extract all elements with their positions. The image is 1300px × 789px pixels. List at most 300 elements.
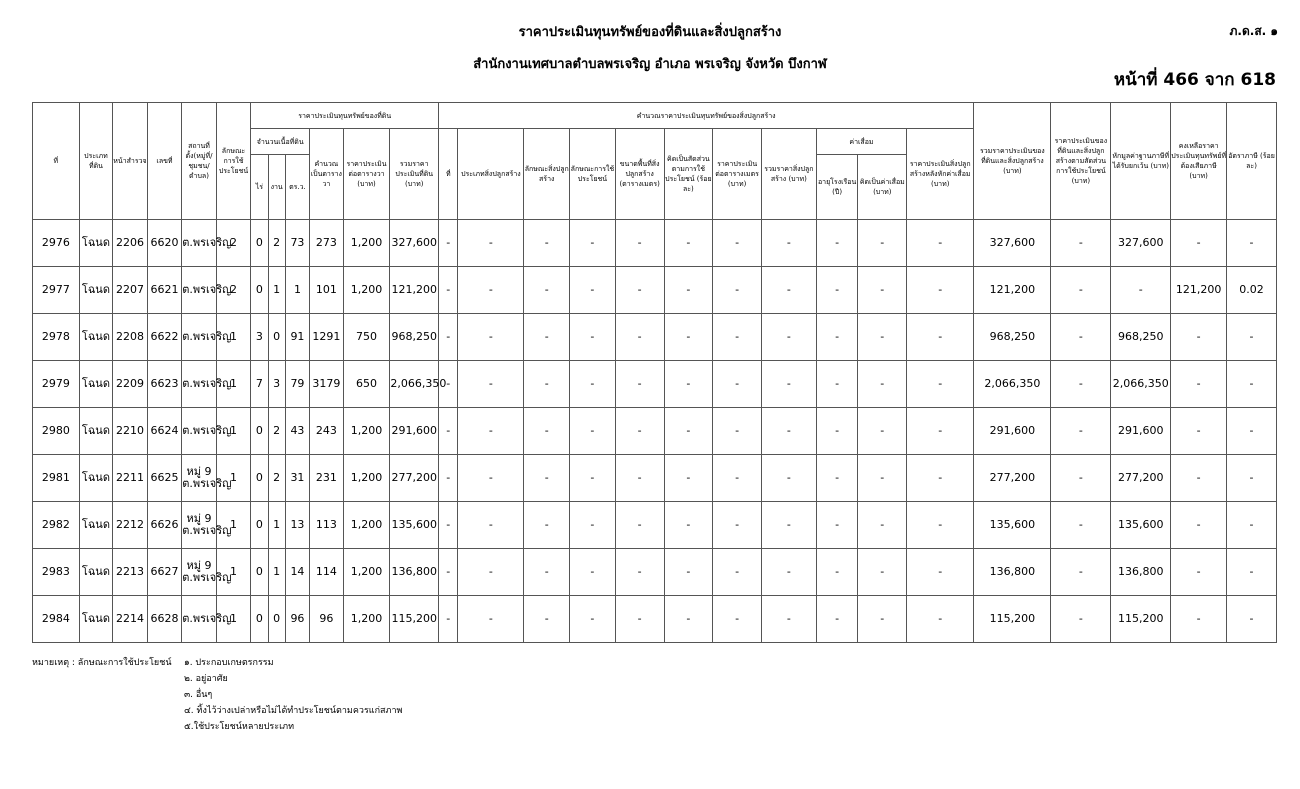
cell-by-usage-ratio: -	[1051, 314, 1111, 361]
cell-bldg-kind: -	[524, 267, 570, 314]
cell-grand-total: 277,200	[974, 455, 1051, 502]
cell-calc-sqwa: 231	[310, 455, 344, 502]
cell-usage: 2	[216, 220, 251, 267]
cell-bldg-price-per-sqm: -	[713, 361, 762, 408]
cell-doc-type: โฉนด	[79, 267, 113, 314]
cell-no: 2977	[33, 267, 80, 314]
col-bldg-total: รวมราคาสิ่งปลูกสร้าง (บาท)	[761, 129, 816, 220]
cell-bldg-total: -	[761, 455, 816, 502]
cell-no: 2978	[33, 314, 80, 361]
cell-deduction: 2,066,350	[1111, 361, 1171, 408]
cell-no: 2976	[33, 220, 80, 267]
cell-taxable: -	[1171, 596, 1227, 643]
cell-tax-rate: -	[1227, 314, 1277, 361]
table-row	[33, 408, 1277, 455]
cell-sqwa: 13	[285, 502, 309, 549]
col-survey-page: หน้าสำรวจ	[113, 103, 148, 220]
cell-bldg-after-depr: -	[907, 361, 974, 408]
cell-doc-number: 6622	[147, 314, 182, 361]
cell-bldg-ratio: -	[664, 455, 713, 502]
col-tax-rate: อัตราภาษี (ร้อยละ)	[1227, 103, 1277, 220]
cell-land-total: 136,800	[390, 549, 439, 596]
cell-bldg-usage: -	[570, 220, 616, 267]
cell-doc-type: โฉนด	[79, 455, 113, 502]
table-row	[33, 455, 1277, 502]
cell-bldg-type: -	[458, 596, 524, 643]
cell-bldg-ratio: -	[664, 408, 713, 455]
cell-bldg-usage: -	[570, 455, 616, 502]
cell-grand-total: 135,600	[974, 502, 1051, 549]
col-bldg-after-depr: ราคาประเมินสิ่งปลูกสร้างหลังหักค่าเสื่อม (บาท)	[907, 129, 974, 220]
cell-land-total: 121,200	[390, 267, 439, 314]
cell-depr-value: -	[858, 220, 907, 267]
cell-bldg-price-per-sqm: -	[713, 455, 762, 502]
cell-survey-page: 2207	[113, 267, 148, 314]
cell-deduction: 277,200	[1111, 455, 1171, 502]
cell-bldg-ratio: -	[664, 549, 713, 596]
col-bldg-kind: ลักษณะสิ่งปลูกสร้าง	[524, 129, 570, 220]
cell-by-usage-ratio: -	[1051, 502, 1111, 549]
table-row	[33, 502, 1277, 549]
cell-bldg-usage: -	[570, 502, 616, 549]
cell-ngan: 2	[268, 455, 285, 502]
cell-doc-number: 6623	[147, 361, 182, 408]
cell-bldg-no: -	[439, 361, 458, 408]
cell-usage: 1	[216, 361, 251, 408]
cell-bldg-usage: -	[570, 361, 616, 408]
cell-bldg-age: -	[816, 596, 858, 643]
cell-doc-number: 6625	[147, 455, 182, 502]
group-land-area: จำนวนเนื้อที่ดิน	[251, 129, 310, 155]
cell-bldg-age: -	[816, 267, 858, 314]
cell-tax-rate: -	[1227, 408, 1277, 455]
cell-depr-value: -	[858, 314, 907, 361]
cell-bldg-total: -	[761, 220, 816, 267]
cell-taxable: -	[1171, 502, 1227, 549]
cell-bldg-total: -	[761, 408, 816, 455]
cell-bldg-ratio: -	[664, 220, 713, 267]
cell-deduction: 327,600	[1111, 220, 1171, 267]
cell-land-total: 968,250	[390, 314, 439, 361]
cell-ngan: 1	[268, 502, 285, 549]
cell-no: 2984	[33, 596, 80, 643]
cell-sqwa: 73	[285, 220, 309, 267]
cell-bldg-price-per-sqm: -	[713, 408, 762, 455]
cell-usage: 1	[216, 596, 251, 643]
cell-location: ต.พรเจริญ	[182, 361, 217, 408]
cell-land-total: 327,600	[390, 220, 439, 267]
cell-grand-total: 327,600	[974, 220, 1051, 267]
footnote-item: ๔. ทิ้งไว้ว่างเปล่าหรือไม่ได้ทำประโยชน์ตามควรแก่สภาพ	[184, 706, 403, 716]
cell-bldg-age: -	[816, 502, 858, 549]
cell-grand-total: 291,600	[974, 408, 1051, 455]
col-grand-total: รวมราคาประเมินของที่ดินและสิ่งปลูกสร้าง (บาท)	[974, 103, 1051, 220]
cell-no: 2979	[33, 361, 80, 408]
cell-grand-total: 968,250	[974, 314, 1051, 361]
cell-deduction: -	[1111, 267, 1171, 314]
cell-rai: 0	[251, 408, 268, 455]
col-no: ที่	[33, 103, 80, 220]
cell-price-per-sqwa: 1,200	[343, 267, 390, 314]
cell-bldg-price-per-sqm: -	[713, 549, 762, 596]
cell-bldg-no: -	[439, 502, 458, 549]
cell-bldg-ratio: -	[664, 314, 713, 361]
col-bldg-usage: ลักษณะการใช้ประโยชน์	[570, 129, 616, 220]
cell-bldg-age: -	[816, 314, 858, 361]
cell-bldg-kind: -	[524, 314, 570, 361]
cell-grand-total: 136,800	[974, 549, 1051, 596]
footnote-item: ๓. อื่นๆ	[184, 690, 213, 700]
cell-bldg-price-per-sqm: -	[713, 220, 762, 267]
col-bldg-type: ประเภทสิ่งปลูกสร้าง	[458, 129, 524, 220]
page-info: หน้าที่ 466 จาก 618	[1113, 70, 1276, 90]
cell-deduction: 136,800	[1111, 549, 1171, 596]
cell-no: 2982	[33, 502, 80, 549]
cell-calc-sqwa: 1291	[310, 314, 344, 361]
cell-rai: 0	[251, 220, 268, 267]
cell-tax-rate: -	[1227, 596, 1277, 643]
col-by-usage-ratio: ราคาประเมินของที่ดินและสิ่งปลูกสร้างตามสัดส่วนการใช้ประโยชน์ (บาท)	[1051, 103, 1111, 220]
footnote-item: ๒. อยู่อาศัย	[184, 674, 228, 684]
cell-survey-page: 2213	[113, 549, 148, 596]
cell-doc-number: 6624	[147, 408, 182, 455]
cell-depr-value: -	[858, 596, 907, 643]
cell-taxable: -	[1171, 408, 1227, 455]
table-row	[33, 220, 1277, 267]
cell-bldg-after-depr: -	[907, 502, 974, 549]
cell-doc-number: 6626	[147, 502, 182, 549]
cell-sqwa: 31	[285, 455, 309, 502]
cell-price-per-sqwa: 1,200	[343, 408, 390, 455]
cell-survey-page: 2210	[113, 408, 148, 455]
cell-bldg-no: -	[439, 267, 458, 314]
col-land-total: รวมราคาประเมินที่ดิน (บาท)	[390, 129, 439, 220]
table-row	[33, 314, 1277, 361]
cell-bldg-price-per-sqm: -	[713, 314, 762, 361]
cell-survey-page: 2212	[113, 502, 148, 549]
cell-bldg-kind: -	[524, 408, 570, 455]
col-calc-sqwa: คำนวณเป็นตารางวา	[310, 129, 344, 220]
cell-bldg-no: -	[439, 220, 458, 267]
table-row	[33, 596, 1277, 643]
group-building-value: คำนวณราคาประเมินทุนทรัพย์ของสิ่งปลูกสร้าง	[439, 103, 974, 129]
cell-grand-total: 121,200	[974, 267, 1051, 314]
cell-bldg-type: -	[458, 267, 524, 314]
cell-bldg-total: -	[761, 314, 816, 361]
cell-grand-total: 2,066,350	[974, 361, 1051, 408]
cell-doc-number: 6628	[147, 596, 182, 643]
cell-price-per-sqwa: 1,200	[343, 549, 390, 596]
cell-usage: 1	[216, 314, 251, 361]
cell-doc-number: 6627	[147, 549, 182, 596]
cell-price-per-sqwa: 1,200	[343, 455, 390, 502]
cell-survey-page: 2209	[113, 361, 148, 408]
cell-depr-value: -	[858, 408, 907, 455]
footnote-label: หมายเหตุ : ลักษณะการใช้ประโยชน์	[32, 658, 172, 668]
cell-price-per-sqwa: 1,200	[343, 596, 390, 643]
cell-by-usage-ratio: -	[1051, 267, 1111, 314]
group-land-value: ราคาประเมินทุนทรัพย์ของที่ดิน	[251, 103, 439, 129]
footnote-item: ๕.ใช้ประโยชน์หลายประเภท	[184, 722, 295, 732]
cell-tax-rate: -	[1227, 455, 1277, 502]
col-rai: ไร่	[251, 155, 268, 220]
cell-bldg-after-depr: -	[907, 267, 974, 314]
cell-bldg-age: -	[816, 408, 858, 455]
cell-deduction: 291,600	[1111, 408, 1171, 455]
col-depr-value: คิดเป็นค่าเสื่อม (บาท)	[858, 155, 907, 220]
cell-price-per-sqwa: 750	[343, 314, 390, 361]
cell-bldg-area: -	[615, 220, 664, 267]
cell-sqwa: 14	[285, 549, 309, 596]
cell-depr-value: -	[858, 549, 907, 596]
cell-ngan: 0	[268, 596, 285, 643]
col-bldg-price-per-sqm: ราคาประเมินต่อตารางเมตร (บาท)	[713, 129, 762, 220]
cell-depr-value: -	[858, 267, 907, 314]
cell-doc-type: โฉนด	[79, 502, 113, 549]
cell-rai: 0	[251, 267, 268, 314]
cell-bldg-kind: -	[524, 502, 570, 549]
cell-bldg-type: -	[458, 455, 524, 502]
cell-usage: 1	[216, 502, 251, 549]
cell-deduction: 135,600	[1111, 502, 1171, 549]
col-taxable: คงเหลือราคาประเมินทุนทรัพย์ที่ต้องเสียภาษี (บาท)	[1171, 103, 1227, 220]
cell-calc-sqwa: 114	[310, 549, 344, 596]
cell-doc-number: 6620	[147, 220, 182, 267]
cell-bldg-area: -	[615, 596, 664, 643]
cell-land-total: 291,600	[390, 408, 439, 455]
table-body	[33, 220, 1277, 643]
cell-by-usage-ratio: -	[1051, 455, 1111, 502]
cell-bldg-after-depr: -	[907, 596, 974, 643]
cell-sqwa: 1	[285, 267, 309, 314]
cell-bldg-usage: -	[570, 549, 616, 596]
cell-calc-sqwa: 96	[310, 596, 344, 643]
cell-bldg-total: -	[761, 549, 816, 596]
cell-bldg-kind: -	[524, 596, 570, 643]
cell-ngan: 0	[268, 314, 285, 361]
col-usage: ลักษณะการใช้ประโยชน์	[216, 103, 251, 220]
cell-bldg-kind: -	[524, 455, 570, 502]
cell-doc-type: โฉนด	[79, 314, 113, 361]
cell-rai: 0	[251, 455, 268, 502]
cell-depr-value: -	[858, 361, 907, 408]
cell-bldg-area: -	[615, 455, 664, 502]
cell-calc-sqwa: 113	[310, 502, 344, 549]
cell-bldg-no: -	[439, 455, 458, 502]
cell-bldg-usage: -	[570, 314, 616, 361]
col-ngan: งาน	[268, 155, 285, 220]
table-row	[33, 267, 1277, 314]
cell-bldg-age: -	[816, 361, 858, 408]
cell-land-total: 277,200	[390, 455, 439, 502]
cell-taxable: -	[1171, 361, 1227, 408]
cell-bldg-usage: -	[570, 596, 616, 643]
form-code: ภ.ด.ส. ๑	[1229, 24, 1278, 38]
cell-location: ต.พรเจริญ	[182, 408, 217, 455]
cell-bldg-area: -	[615, 549, 664, 596]
cell-price-per-sqwa: 1,200	[343, 220, 390, 267]
cell-bldg-price-per-sqm: -	[713, 502, 762, 549]
cell-tax-rate: -	[1227, 361, 1277, 408]
cell-calc-sqwa: 3179	[310, 361, 344, 408]
cell-ngan: 1	[268, 267, 285, 314]
cell-usage: 1	[216, 455, 251, 502]
cell-doc-type: โฉนด	[79, 549, 113, 596]
cell-doc-type: โฉนด	[79, 220, 113, 267]
group-depreciation: ค่าเสื่อม	[816, 129, 906, 155]
cell-location: หมู่ 9 ต.พรเจริญ	[182, 455, 217, 502]
cell-by-usage-ratio: -	[1051, 549, 1111, 596]
cell-by-usage-ratio: -	[1051, 408, 1111, 455]
assessment-table	[32, 102, 1277, 643]
cell-location: ต.พรเจริญ	[182, 596, 217, 643]
cell-bldg-area: -	[615, 267, 664, 314]
cell-by-usage-ratio: -	[1051, 596, 1111, 643]
cell-bldg-type: -	[458, 314, 524, 361]
cell-bldg-area: -	[615, 408, 664, 455]
cell-tax-rate: -	[1227, 502, 1277, 549]
cell-bldg-ratio: -	[664, 267, 713, 314]
cell-bldg-usage: -	[570, 408, 616, 455]
cell-depr-value: -	[858, 502, 907, 549]
cell-location: หมู่ 9 ต.พรเจริญ	[182, 502, 217, 549]
cell-bldg-kind: -	[524, 549, 570, 596]
cell-bldg-type: -	[458, 220, 524, 267]
cell-ngan: 3	[268, 361, 285, 408]
cell-doc-type: โฉนด	[79, 408, 113, 455]
col-price-per-sqwa: ราคาประเมินต่อตารางวา (บาท)	[343, 129, 390, 220]
cell-ngan: 2	[268, 408, 285, 455]
cell-bldg-area: -	[615, 361, 664, 408]
cell-rai: 3	[251, 314, 268, 361]
cell-survey-page: 2211	[113, 455, 148, 502]
cell-sqwa: 96	[285, 596, 309, 643]
cell-bldg-total: -	[761, 361, 816, 408]
cell-location: ต.พรเจริญ	[182, 314, 217, 361]
cell-rai: 0	[251, 596, 268, 643]
cell-grand-total: 115,200	[974, 596, 1051, 643]
cell-usage: 2	[216, 267, 251, 314]
cell-taxable: -	[1171, 220, 1227, 267]
col-sqwa: ตร.ว.	[285, 155, 309, 220]
cell-bldg-no: -	[439, 408, 458, 455]
cell-taxable: -	[1171, 549, 1227, 596]
cell-location: ต.พรเจริญ	[182, 220, 217, 267]
cell-bldg-kind: -	[524, 220, 570, 267]
cell-deduction: 968,250	[1111, 314, 1171, 361]
cell-survey-page: 2214	[113, 596, 148, 643]
col-doc-type: ประเภทที่ดิน	[79, 103, 113, 220]
cell-survey-page: 2206	[113, 220, 148, 267]
cell-no: 2980	[33, 408, 80, 455]
cell-calc-sqwa: 273	[310, 220, 344, 267]
cell-bldg-usage: -	[570, 267, 616, 314]
cell-taxable: -	[1171, 314, 1227, 361]
cell-bldg-total: -	[761, 502, 816, 549]
cell-bldg-age: -	[816, 220, 858, 267]
cell-calc-sqwa: 243	[310, 408, 344, 455]
cell-calc-sqwa: 101	[310, 267, 344, 314]
cell-taxable: -	[1171, 455, 1227, 502]
cell-bldg-after-depr: -	[907, 220, 974, 267]
cell-tax-rate: -	[1227, 220, 1277, 267]
cell-by-usage-ratio: -	[1051, 361, 1111, 408]
table-row	[33, 361, 1277, 408]
cell-usage: 1	[216, 408, 251, 455]
cell-land-total: 135,600	[390, 502, 439, 549]
document-title: ราคาประเมินทุนทรัพย์ของที่ดินและสิ่งปลูกสร้าง	[518, 25, 782, 40]
cell-bldg-after-depr: -	[907, 314, 974, 361]
cell-bldg-after-depr: -	[907, 408, 974, 455]
col-bldg-ratio: คิดเป็นสัดส่วนตามการใช้ประโยชน์ (ร้อยละ)	[664, 129, 713, 220]
footnote-items	[184, 655, 402, 735]
cell-bldg-no: -	[439, 549, 458, 596]
col-bldg-age: อายุโรงเรือน (ปี)	[816, 155, 858, 220]
cell-price-per-sqwa: 650	[343, 361, 390, 408]
col-deduction: หักมูลค่าฐานภาษีที่ได้รับยกเว้น (บาท)	[1111, 103, 1171, 220]
cell-bldg-type: -	[458, 361, 524, 408]
cell-location: หมู่ 9 ต.พรเจริญ	[182, 549, 217, 596]
cell-doc-type: โฉนด	[79, 596, 113, 643]
cell-depr-value: -	[858, 455, 907, 502]
cell-ngan: 1	[268, 549, 285, 596]
cell-taxable: 121,200	[1171, 267, 1227, 314]
table-row	[33, 549, 1277, 596]
cell-no: 2983	[33, 549, 80, 596]
cell-bldg-no: -	[439, 314, 458, 361]
cell-no: 2981	[33, 455, 80, 502]
cell-bldg-price-per-sqm: -	[713, 596, 762, 643]
cell-bldg-type: -	[458, 408, 524, 455]
document-subtitle: สำนักงานเทศบาลตำบลพรเจริญ อำเภอ พรเจริญ จังหวัด บึงกาฬ	[473, 57, 827, 72]
col-location: สถานที่ตั้ง(หมู่ที่/ชุมชน/ตำบล)	[182, 103, 217, 220]
cell-bldg-type: -	[458, 502, 524, 549]
cell-bldg-type: -	[458, 549, 524, 596]
cell-survey-page: 2208	[113, 314, 148, 361]
cell-rai: 7	[251, 361, 268, 408]
cell-bldg-area: -	[615, 314, 664, 361]
cell-rai: 0	[251, 502, 268, 549]
cell-tax-rate: -	[1227, 549, 1277, 596]
cell-sqwa: 43	[285, 408, 309, 455]
cell-ngan: 2	[268, 220, 285, 267]
cell-price-per-sqwa: 1,200	[343, 502, 390, 549]
cell-bldg-total: -	[761, 267, 816, 314]
cell-bldg-total: -	[761, 596, 816, 643]
cell-tax-rate: 0.02	[1227, 267, 1277, 314]
col-bldg-area: ขนาดพื้นที่สิ่งปลูกสร้าง (ตารางเมตร)	[615, 129, 664, 220]
cell-doc-number: 6621	[147, 267, 182, 314]
cell-usage: 1	[216, 549, 251, 596]
cell-bldg-age: -	[816, 455, 858, 502]
col-doc-number: เลขที่	[147, 103, 182, 220]
cell-bldg-ratio: -	[664, 596, 713, 643]
footnote-item: ๑. ประกอบเกษตรกรรม	[184, 658, 274, 668]
cell-land-total: 2,066,350	[390, 361, 439, 408]
cell-land-total: 115,200	[390, 596, 439, 643]
cell-bldg-kind: -	[524, 361, 570, 408]
cell-rai: 0	[251, 549, 268, 596]
cell-location: ต.พรเจริญ	[182, 267, 217, 314]
cell-bldg-no: -	[439, 596, 458, 643]
cell-sqwa: 91	[285, 314, 309, 361]
cell-by-usage-ratio: -	[1051, 220, 1111, 267]
cell-sqwa: 79	[285, 361, 309, 408]
cell-bldg-ratio: -	[664, 502, 713, 549]
col-bldg-no: ที่	[439, 129, 458, 220]
cell-bldg-price-per-sqm: -	[713, 267, 762, 314]
cell-doc-type: โฉนด	[79, 361, 113, 408]
